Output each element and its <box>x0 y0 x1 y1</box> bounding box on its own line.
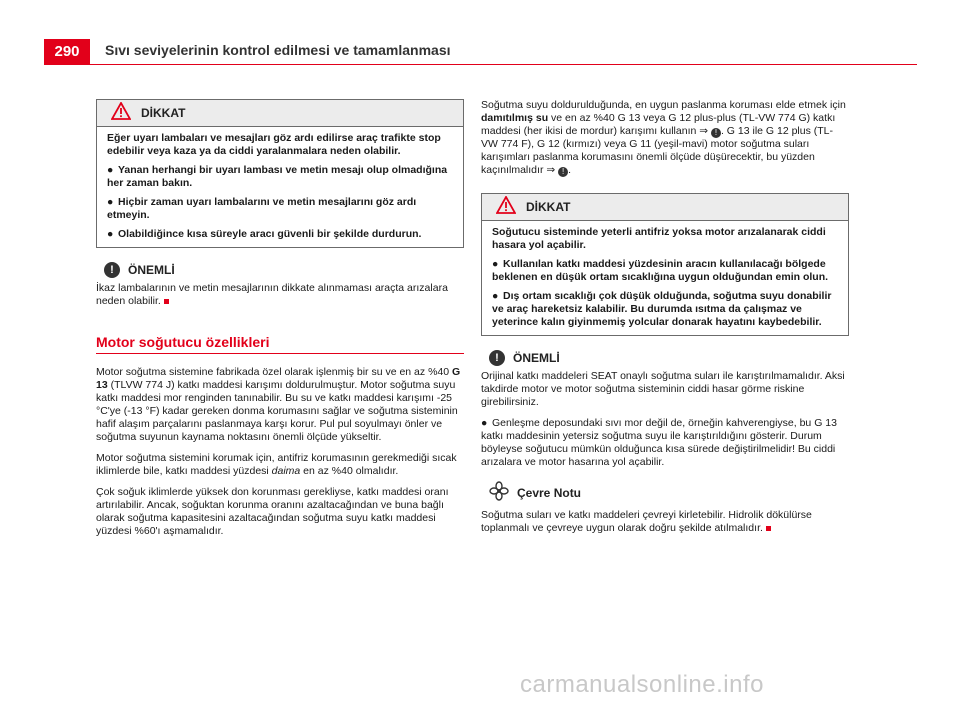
environment-note-header <box>489 481 849 505</box>
warning-text: Eğer uyarı lambaları ve mesajları göz ardı edilirse araç trafikte stop edebilir veya kaza ya da ciddi yaralanmalara neden olabilir. <box>107 132 441 157</box>
body-paragraph: Motor soğutma sistemine fabrikada özel olarak işlenmiş bir su ve en az %40 G 13 (TLVW 774 J) katkı maddesi karışımı doldurulmuştur. Motor soğutma suyu katkı maddesi mor renginden tanınabilir. Bu su ve katkı maddesi karışımı -25 °C'ye (-13 °F) kadar gereken donma korumasını sağlar ve soğutma sisteminin hafif alaşım parçalarını paslanmaya karşı korur. Pul pul soyulmayı önler ve soğutma suyunun kaynama noktasını önemli ölçüde yükseltir. <box>96 366 461 443</box>
warning-header <box>97 100 463 127</box>
section-heading: Motor soğutucu özellikleri <box>96 336 464 354</box>
watermark: carmanualsonline.info <box>520 671 764 698</box>
note-header <box>489 350 849 366</box>
end-marker-icon <box>164 299 169 304</box>
note-bullet-item: ● Genleşme deposundaki sıvı mor değil de, örneğin kahverengiyse, bu G 13 katkı maddesinin yetersiz soğutma suyu ile karıştırıldığını gösterir. Durum böyleyse soğutucu mümkün olduğunca kısa sürede değiştirilmelidir! Bu ciddi arızalara ve motor hasarına yol açabilir. <box>481 417 837 468</box>
warning-reference-icon: ! <box>558 167 568 177</box>
warning-box <box>481 193 849 336</box>
warning-triangle-icon <box>111 102 131 124</box>
warning-body <box>97 127 463 247</box>
page-header-title: Sıvı seviyelerinin kontrol edilmesi ve tamamlanması <box>105 42 451 58</box>
note-text: Orijinal katkı maddeleri SEAT onaylı soğutma suları ile karıştırılmamalıdır. Aksi takdirde motor ve motor soğutma sisteminin ciddi hasar görme riskine girebilirsiniz. <box>481 370 845 408</box>
warning-title: DİKKAT <box>141 105 186 120</box>
body-paragraph: Motor soğutma sistemini korumak için, antifriz korumasının gerekmediği sıcak iklimlerde bile, katkı maddesi yüzdesi daima en az %40 olmalıdır. <box>96 452 457 477</box>
warning-bullet-item: ● Yanan herhangi bir uyarı lambası ve metin mesajı olup olmadığına her zaman bakın. <box>107 164 448 189</box>
warning-triangle-icon <box>496 196 516 218</box>
note-header <box>104 262 464 278</box>
environment-note-text: Soğutma suları ve katkı maddeleri çevreyi kirletebilir. Hidrolik dökülürse toplanmalı ve çevreye uygun olarak doğru şekilde atılmalıdır. <box>481 509 812 534</box>
left-column <box>96 99 464 546</box>
body-paragraph: Çok soğuk iklimlerde yüksek don korunması gerekliyse, katkı maddesi oranı artırılabilir. Ancak, soğuktan korunma oranını azaltacağından ve buna bağlı olarak soğutma kapasitesini azaltacağından soğutma suyu katkı maddesi yüzdesi %60'ı aşmamalıdır. <box>96 486 449 537</box>
warning-header <box>482 194 848 221</box>
flower-icon <box>489 481 509 505</box>
warning-box <box>96 99 464 248</box>
intro-paragraph: Soğutma suyu doldurulduğunda, en uygun paslanma koruması elde etmek için damıtılmış su ve en az %40 G 13 veya G 12 plus-plus (TL-VW 774 G) katkı maddesi (her ikisi de mordur) karışımı kullanın ⇒ ! . G 13 ile G 12 plus (TL-VW 774 F), G 12 (kırmızı) veya G 11 (yeşil-mavi) motor soğutma suları karışımları paslanma korumasını önemli ölçüde düşürecektir, bu yüzden kaçınılmalıdır ⇒ ! . <box>481 99 846 176</box>
exclamation-circle-icon: ! <box>104 262 120 278</box>
environment-note-title: Çevre Notu <box>517 485 582 500</box>
warning-title: DİKKAT <box>526 199 571 214</box>
warning-bullet-item: ● Olabildiğince kısa süreyle aracı güvenli bir şekilde durdurun. <box>107 228 422 240</box>
page-number: 290 <box>44 39 90 65</box>
end-marker-icon <box>766 526 771 531</box>
note-text: İkaz lambalarının ve metin mesajlarının dikkate alınmaması araçta arızalara neden olabilir. <box>96 282 448 307</box>
warning-bullet-item: ● Hiçbir zaman uyarı lambalarını ve metin mesajlarını göz ardı etmeyin. <box>107 196 417 221</box>
warning-bullet-item: ● Dış ortam sıcaklığı çok düşük olduğunda, soğutma suyu donabilir ve araç hareketsiz kalabilir. Bu durumda ısıtma da çalışmaz ve yeterince kalın giyinmemiş yolcular donarak hayatını kaybedebilir. <box>492 290 832 328</box>
right-column <box>481 99 849 543</box>
exclamation-circle-icon: ! <box>489 350 505 366</box>
header-divider <box>44 64 917 65</box>
warning-body <box>482 221 848 335</box>
note-title: ÖNEMLİ <box>128 262 175 277</box>
warning-bullet-item: ● Kullanılan katkı maddesi yüzdesinin aracın kullanılacağı bölgede beklenen en düşük ortam sıcaklığına uygun olduğundan emin olun. <box>492 258 829 283</box>
note-title: ÖNEMLİ <box>513 350 560 365</box>
warning-text: Soğutucu sisteminde yeterli antifriz yoksa motor arızalanarak ciddi hasara yol açabilir. <box>492 226 826 251</box>
warning-reference-icon: ! <box>711 128 721 138</box>
